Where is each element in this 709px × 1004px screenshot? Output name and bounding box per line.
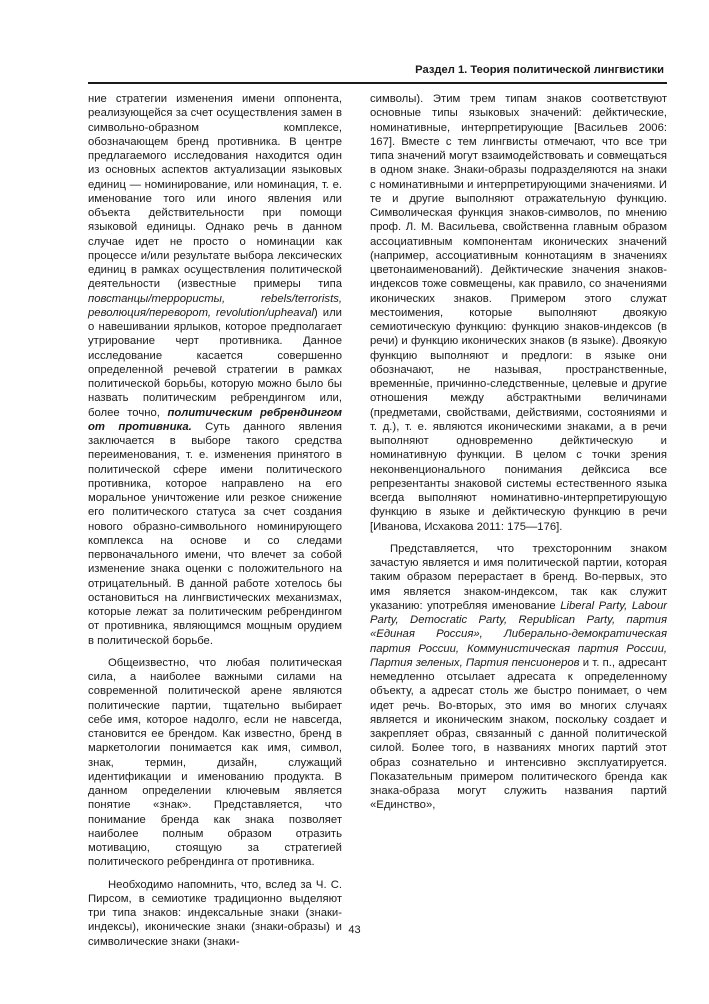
right-column bbox=[370, 92, 667, 813]
text-run: повстанцы/террористы, rebels/terrorists, революция/переворот, revolution/upheaval bbox=[88, 292, 342, 319]
text-run: и т. п., адресант немедленно отсылает адресата к определенному объекту, а адресат столь же быстро понимает, о чем идет речь. Во-вторых, это имя во многих случаях является и иконическим знаком, поскольку создает и закрепляет образ, связанный с данной политической силой. Более того, в названиях многих партий этот образ сознательно и интенсивно эксплуатируется. Показательным примером политического бренда как знака-образа могут служить названия партий «Единство», bbox=[370, 656, 667, 812]
running-header-title: Раздел 1. Теория политической лингвистики bbox=[415, 64, 664, 76]
text-run: ние стратегии изменения имени оппонента, реализующейся за счет осуществления замен в символьно-образном комплексе, обозначающем бренд противника. В центре предлагаемого исследования находится один из основных аспектов актуализации языковых единиц — номинирование, или номинация, т. е. именование того или иного явления или объекта действительности при помощи языковой единицы. Однако речь в данном случае идет не просто о номинации как процессе и/или результате выбора лексических единиц в рамках осуществления политической деятельности (известные примеры типа bbox=[88, 93, 342, 291]
text-run: Необходимо напомнить, что, вслед за Ч. С. Пирсом, в семиотике традиционно выделяют три типа знаков: индексальные знаки (знаки-индексы), иконические знаки (знаки-образы) и символические знаки (знаки- bbox=[88, 878, 342, 948]
text-run: Суть данного явления заключается в выборе такого средства переименования, т. е. изменения принятого в политической сфере имени политического противника, которое направлено на его моральное уничтожение или резкое снижение его политического статуса за счет создания нового образно-символьного номинирующего комплекса на основе и со следами первоначального имени, что влечет за собой изменение знака оценки с положительного на отрицательный. В данной работе хотелось бы остановиться на лингвистических механизмах, которые лежат за политическим ребрендингом от противника, являющимся мощным орудием в политической борьбе. bbox=[88, 420, 342, 647]
text-run: политическим ребрендингом от противника. bbox=[88, 406, 342, 433]
right-paragraph-1 bbox=[370, 92, 667, 534]
text-run: Liberal Party, Labour Party, Democratic Party, Republican Party, партия «Единая Россия», Либерально-демократическая партия России, Коммунистическая партия России, Партия зеленых, Партия пенсионеров bbox=[370, 599, 667, 669]
text-run: символы). Этим трем типам знаков соответствуют основные типы языковых значений: дейктические, номинативные, интерпретирующие [Васильев 2006: 167]. Вместе с тем лингвисты отмечают, что все три типа значений могут взаимодействовать и совмещаться в одном знаке. Знаки-образы подразделяются на знаки с номинативными и интерпретирующими значениями. И те и другие выполняют отражательную функцию. Символическая функция знаков-символов, по мнению проф. Л. М. Васильева, свойственна главным образом ассоциативным компонентам иконических значений (например, ассоциативным коннотациям в значениях цветонаименований). Дейктические значения знаков-индексов тоже совмещены, как правило, со значениями иконических знаков. Примером этого служат местоимения, которые выполняют двоякую семиотическую функцию: функцию знаков-индексов (в речи) и функцию иконических знаков (в языке). Двоякую функцию выполняют и предлоги: в языке они обозначают, не называя, пространственные, временны́е, причинно-следственные, целевые и другие отношения между абстрактными величинами (предметами, свойствами, действиями, состояниями и т. д.), т. е. являются иконическими знаками, а в речи выполняют одновременно дейктическую и номинативную функции. В целом с точки зрения неконвенционального понимания дейксиса все репрезентанты знаковой системы естественного языка всегда выполняют номинативно-интерпретирующую функцию в языке и дейктическую функцию в речи [Иванова, Исхакова 2011: 175—176]. bbox=[370, 93, 667, 533]
text-run: ) или о навешивании ярлыков, которое предполагает утрирование черт противника. Данное исследование касается совершенно определенной речевой стратегии в рамках политической борьбы, которую можно было бы назвать политическим ребрендингом или, более точно, bbox=[88, 306, 342, 419]
left-paragraph-1 bbox=[88, 92, 342, 648]
right-paragraph-2 bbox=[370, 542, 667, 813]
page-number: 43 bbox=[348, 924, 361, 936]
left-column bbox=[88, 92, 342, 949]
text-run: Представляется, что трехсторонним знаком зачастую является и имя политической партии, которая таким образом перерастает в бренд. Во-первых, это имя является знаком-индексом, так как служит указанию: употребляя именование bbox=[370, 542, 667, 612]
text-run: Общеизвестно, что любая политическая сила, а наиболее важными силами на современной политической арене являются политические партии, тщательно выбирает себе имя, которое надолго, если не навсегда, становится ее брендом. Как известно, бренд в маркетологии понимается как имя, символ, знак, термин, дизайн, служащий идентификации и именованию продукта. В данном определении ключевым является понятие «знак». Представляется, что понимание бренда как знака позволяет наиболее полным образом отразить мотивацию, стоящую за стратегией политического ребрендинга от противника. bbox=[88, 656, 342, 869]
header-rule bbox=[88, 82, 667, 84]
left-paragraph-2 bbox=[88, 656, 342, 870]
left-paragraph-3 bbox=[88, 878, 342, 949]
